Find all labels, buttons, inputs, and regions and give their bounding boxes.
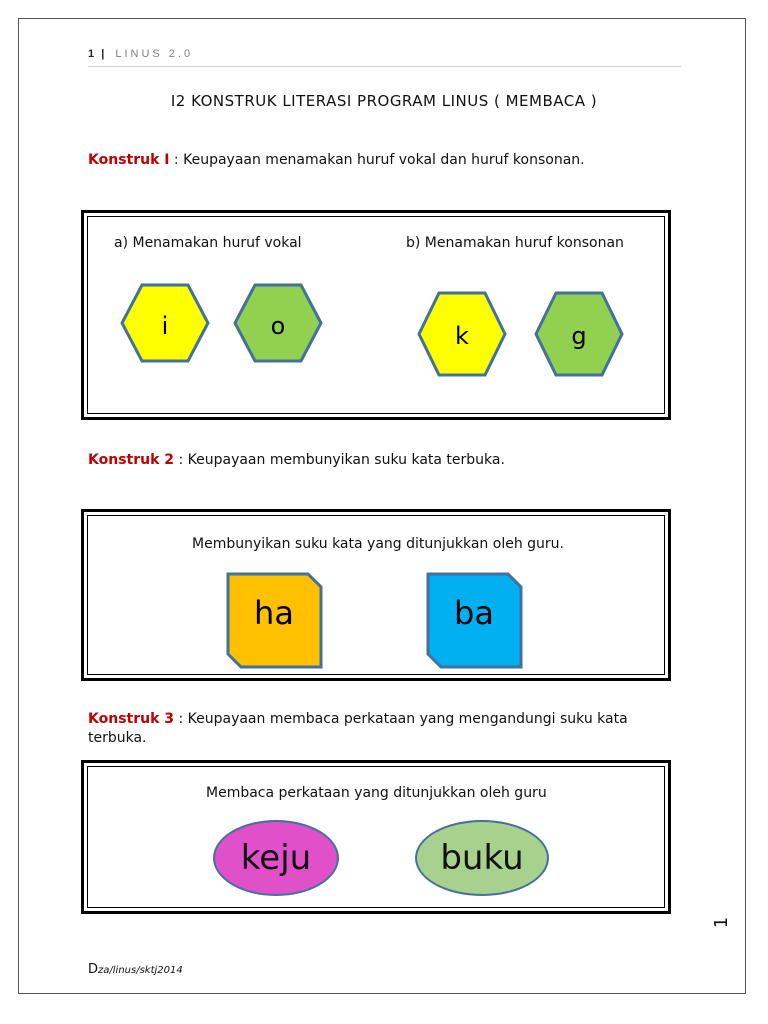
word-oval-keju: keju [213,820,339,896]
footer-credit [88,962,183,977]
konstruk-3-heading [88,710,648,748]
konsonan-caption: b) Menamakan huruf konsonan [406,235,624,251]
header-page-number: 1 [88,48,96,60]
konstruk-1-label: Konstruk I [88,152,170,168]
perkataan-caption: Membaca perkataan yang ditunjukkan oleh guru [206,785,547,801]
header-doc-name: LINUS 2.0 [115,48,194,60]
header-separator: | [101,48,108,60]
konstruk-1-heading [88,151,648,170]
page-title: I2 KONSTRUK LITERASI PROGRAM LINUS ( MEMBACA ) [170,92,598,110]
header-rule [88,66,681,67]
konstruk-2-box [81,509,671,681]
konstruk-2-desc: : Keupayaan membunyikan suku kata terbuka. [174,452,505,468]
konstruk-2-label: Konstruk 2 [88,452,175,468]
suku-kata-tile-ha [226,572,324,670]
konstruk-3-desc: : Keupayaan membaca perkataan yang mengandungi suku kata terbuka. [88,711,628,746]
vokal-hexagon-i [120,283,210,363]
running-header [88,48,193,60]
suku-kata-text-ba: ba [454,594,494,632]
konsonan-letter-k: k [455,322,469,350]
suku-kata-tile-ba [426,572,524,670]
side-page-number: 1 [711,916,733,929]
konstruk-1-desc: : Keupayaan menamakan huruf vokal dan huruf konsonan. [169,152,585,168]
konstruk-1-box [81,210,671,420]
konstruk-2-heading [88,451,648,470]
konsonan-hexagon-g [534,291,624,377]
word-oval-buku: buku [415,820,549,896]
konsonan-hexagon-k [417,291,507,377]
vokal-caption: a) Menamakan huruf vokal [114,235,302,251]
vokal-hexagon-o [233,283,323,363]
vokal-letter-o: o [270,312,286,340]
konstruk-3-label: Konstruk 3 [88,711,175,727]
konsonan-letter-g: g [571,322,587,350]
footer-text: za/linus/sktj2014 [98,965,183,976]
vokal-letter-i: i [161,312,169,340]
konstruk-3-box [81,760,671,914]
suku-kata-text-ha: ha [254,594,294,632]
suku-kata-caption: Membunyikan suku kata yang ditunjukkan oleh guru. [192,536,564,552]
footer-initial: D [88,962,99,977]
